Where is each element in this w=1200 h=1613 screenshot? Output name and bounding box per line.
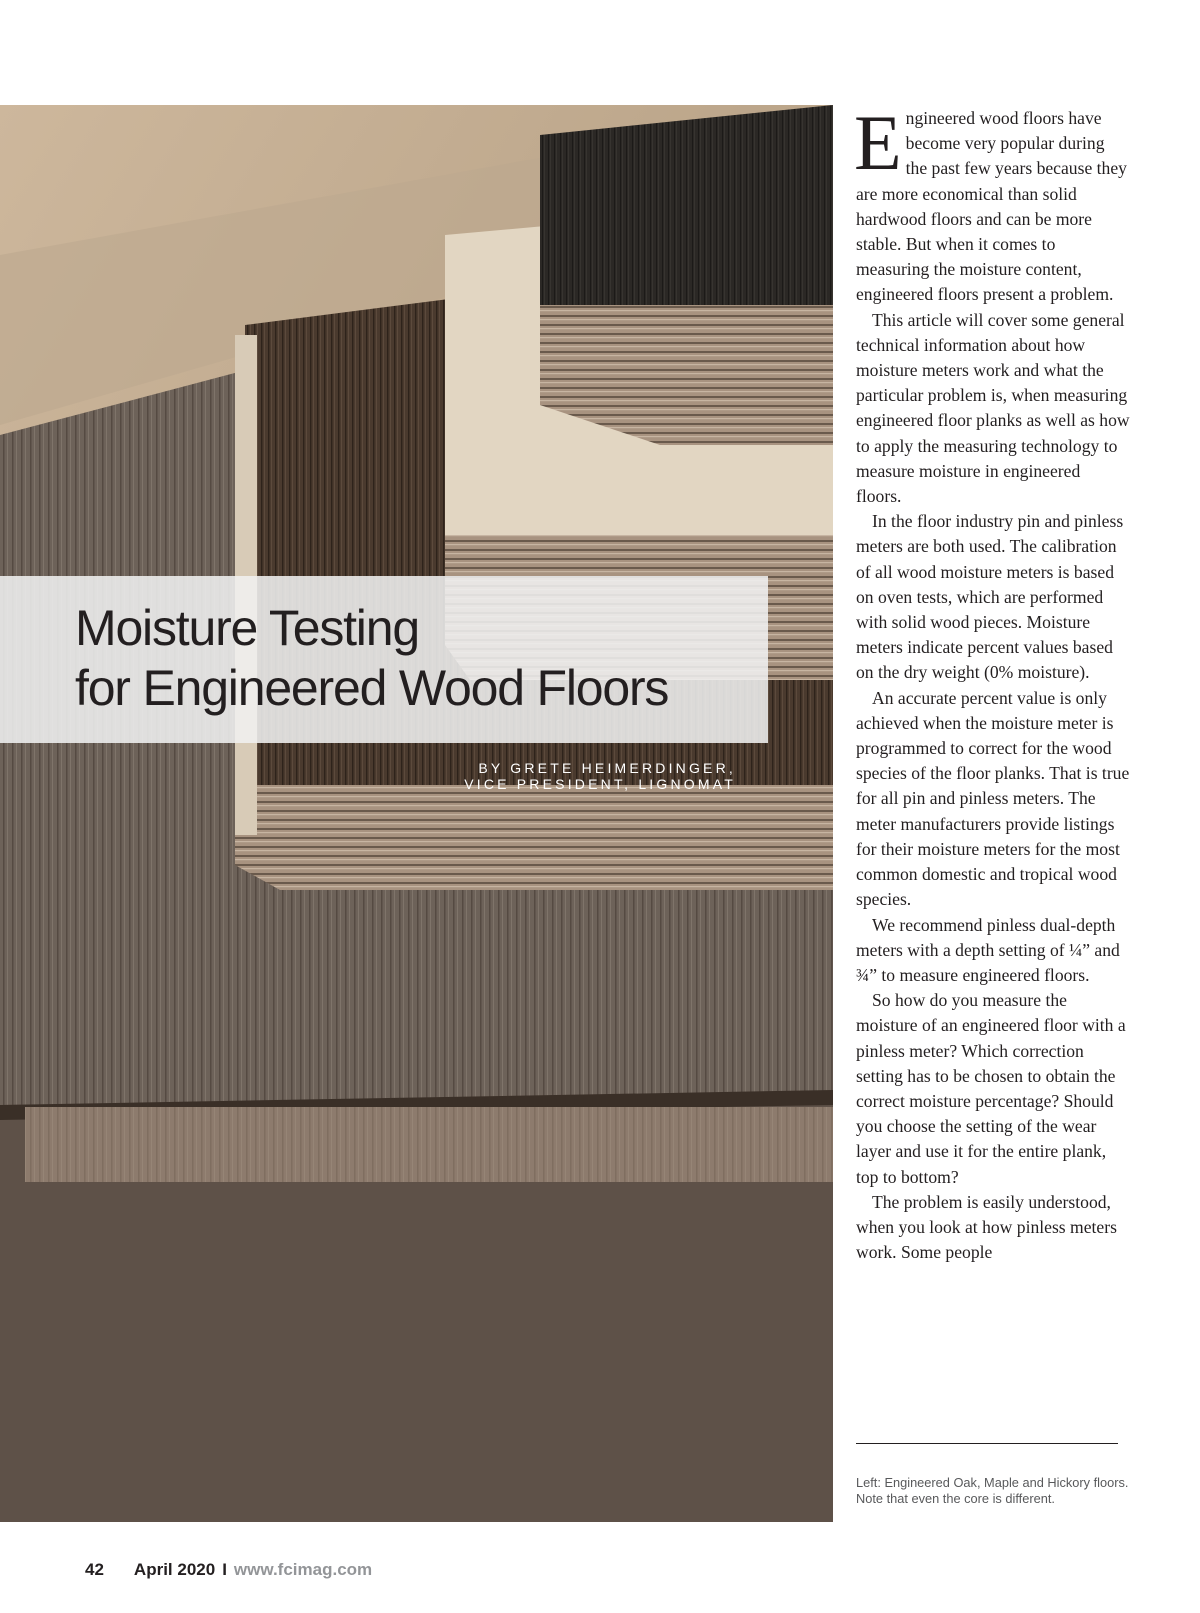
paragraph-2: This article will cover some general technical information about how moisture meters work and what the particular problem is, when measuring engineered floor planks as well as how to apply the measuring technology to measure moisture in engineered floors. xyxy=(856,309,1130,507)
paragraph-3: In the floor industry pin and pinless meters are both used. The calibration of all wood moisture meters is based on oven tests, which are performed with solid wood pieces. Moisture meters indicate percent values based on the dry weight (0% moisture). xyxy=(856,511,1124,683)
byline-name: BY GRETE HEIMERDINGER, xyxy=(478,760,736,776)
article-body xyxy=(854,99,1130,1265)
paragraph-4: An accurate percent value is only achieved when the moisture meter is programmed to correct for the wood species of the floor planks. That is true for all pin and pinless meters. The meter manufacturers provide listings for their moisture meters for the most common domestic and tropical wood species. xyxy=(856,687,1130,910)
page-number: 42 xyxy=(85,1560,104,1579)
paragraph-1 xyxy=(854,99,1130,308)
caption-divider xyxy=(856,1443,1118,1444)
paragraph-1-text: ngineered wood floors have become very popular during the past few years because they are more economical than solid hardwood floors and can be more stable. But when it comes to measuring the moisture content, engineered floors present a problem. xyxy=(856,108,1127,305)
article-title xyxy=(75,598,668,718)
title-line-2: for Engineered Wood Floors xyxy=(75,660,669,716)
paragraph-5: We recommend pinless dual-depth meters with a depth setting of ¼” and ¾” to measure engineered floors. xyxy=(856,914,1120,985)
wood-floor-samples-photo xyxy=(0,105,833,1522)
paragraph-7: The problem is easily understood, when you look at how pinless meters work. Some people xyxy=(856,1191,1117,1263)
issue-date: April 2020 xyxy=(133,1560,216,1579)
paragraph-6: So how do you measure the moisture of an engineered floor with a pinless meter? Which correction setting has to be chosen to obtain the correct moisture percentage? Should you choose the setting of the wear layer and use it for the entire plank, top to bottom? xyxy=(856,990,1126,1187)
title-line-1: Moisture Testing xyxy=(75,600,419,656)
photo-caption: Left: Engineered Oak, Maple and Hickory floors. Note that even the core is different. xyxy=(856,1475,1129,1506)
website-link[interactable]: www.fcimag.com xyxy=(233,1560,373,1579)
drop-cap: E xyxy=(854,99,902,186)
footer-separator: I xyxy=(222,1560,227,1579)
author-byline xyxy=(464,760,736,792)
byline-title: VICE PRESIDENT, LIGNOMAT xyxy=(464,776,736,792)
page-footer xyxy=(85,1560,372,1580)
